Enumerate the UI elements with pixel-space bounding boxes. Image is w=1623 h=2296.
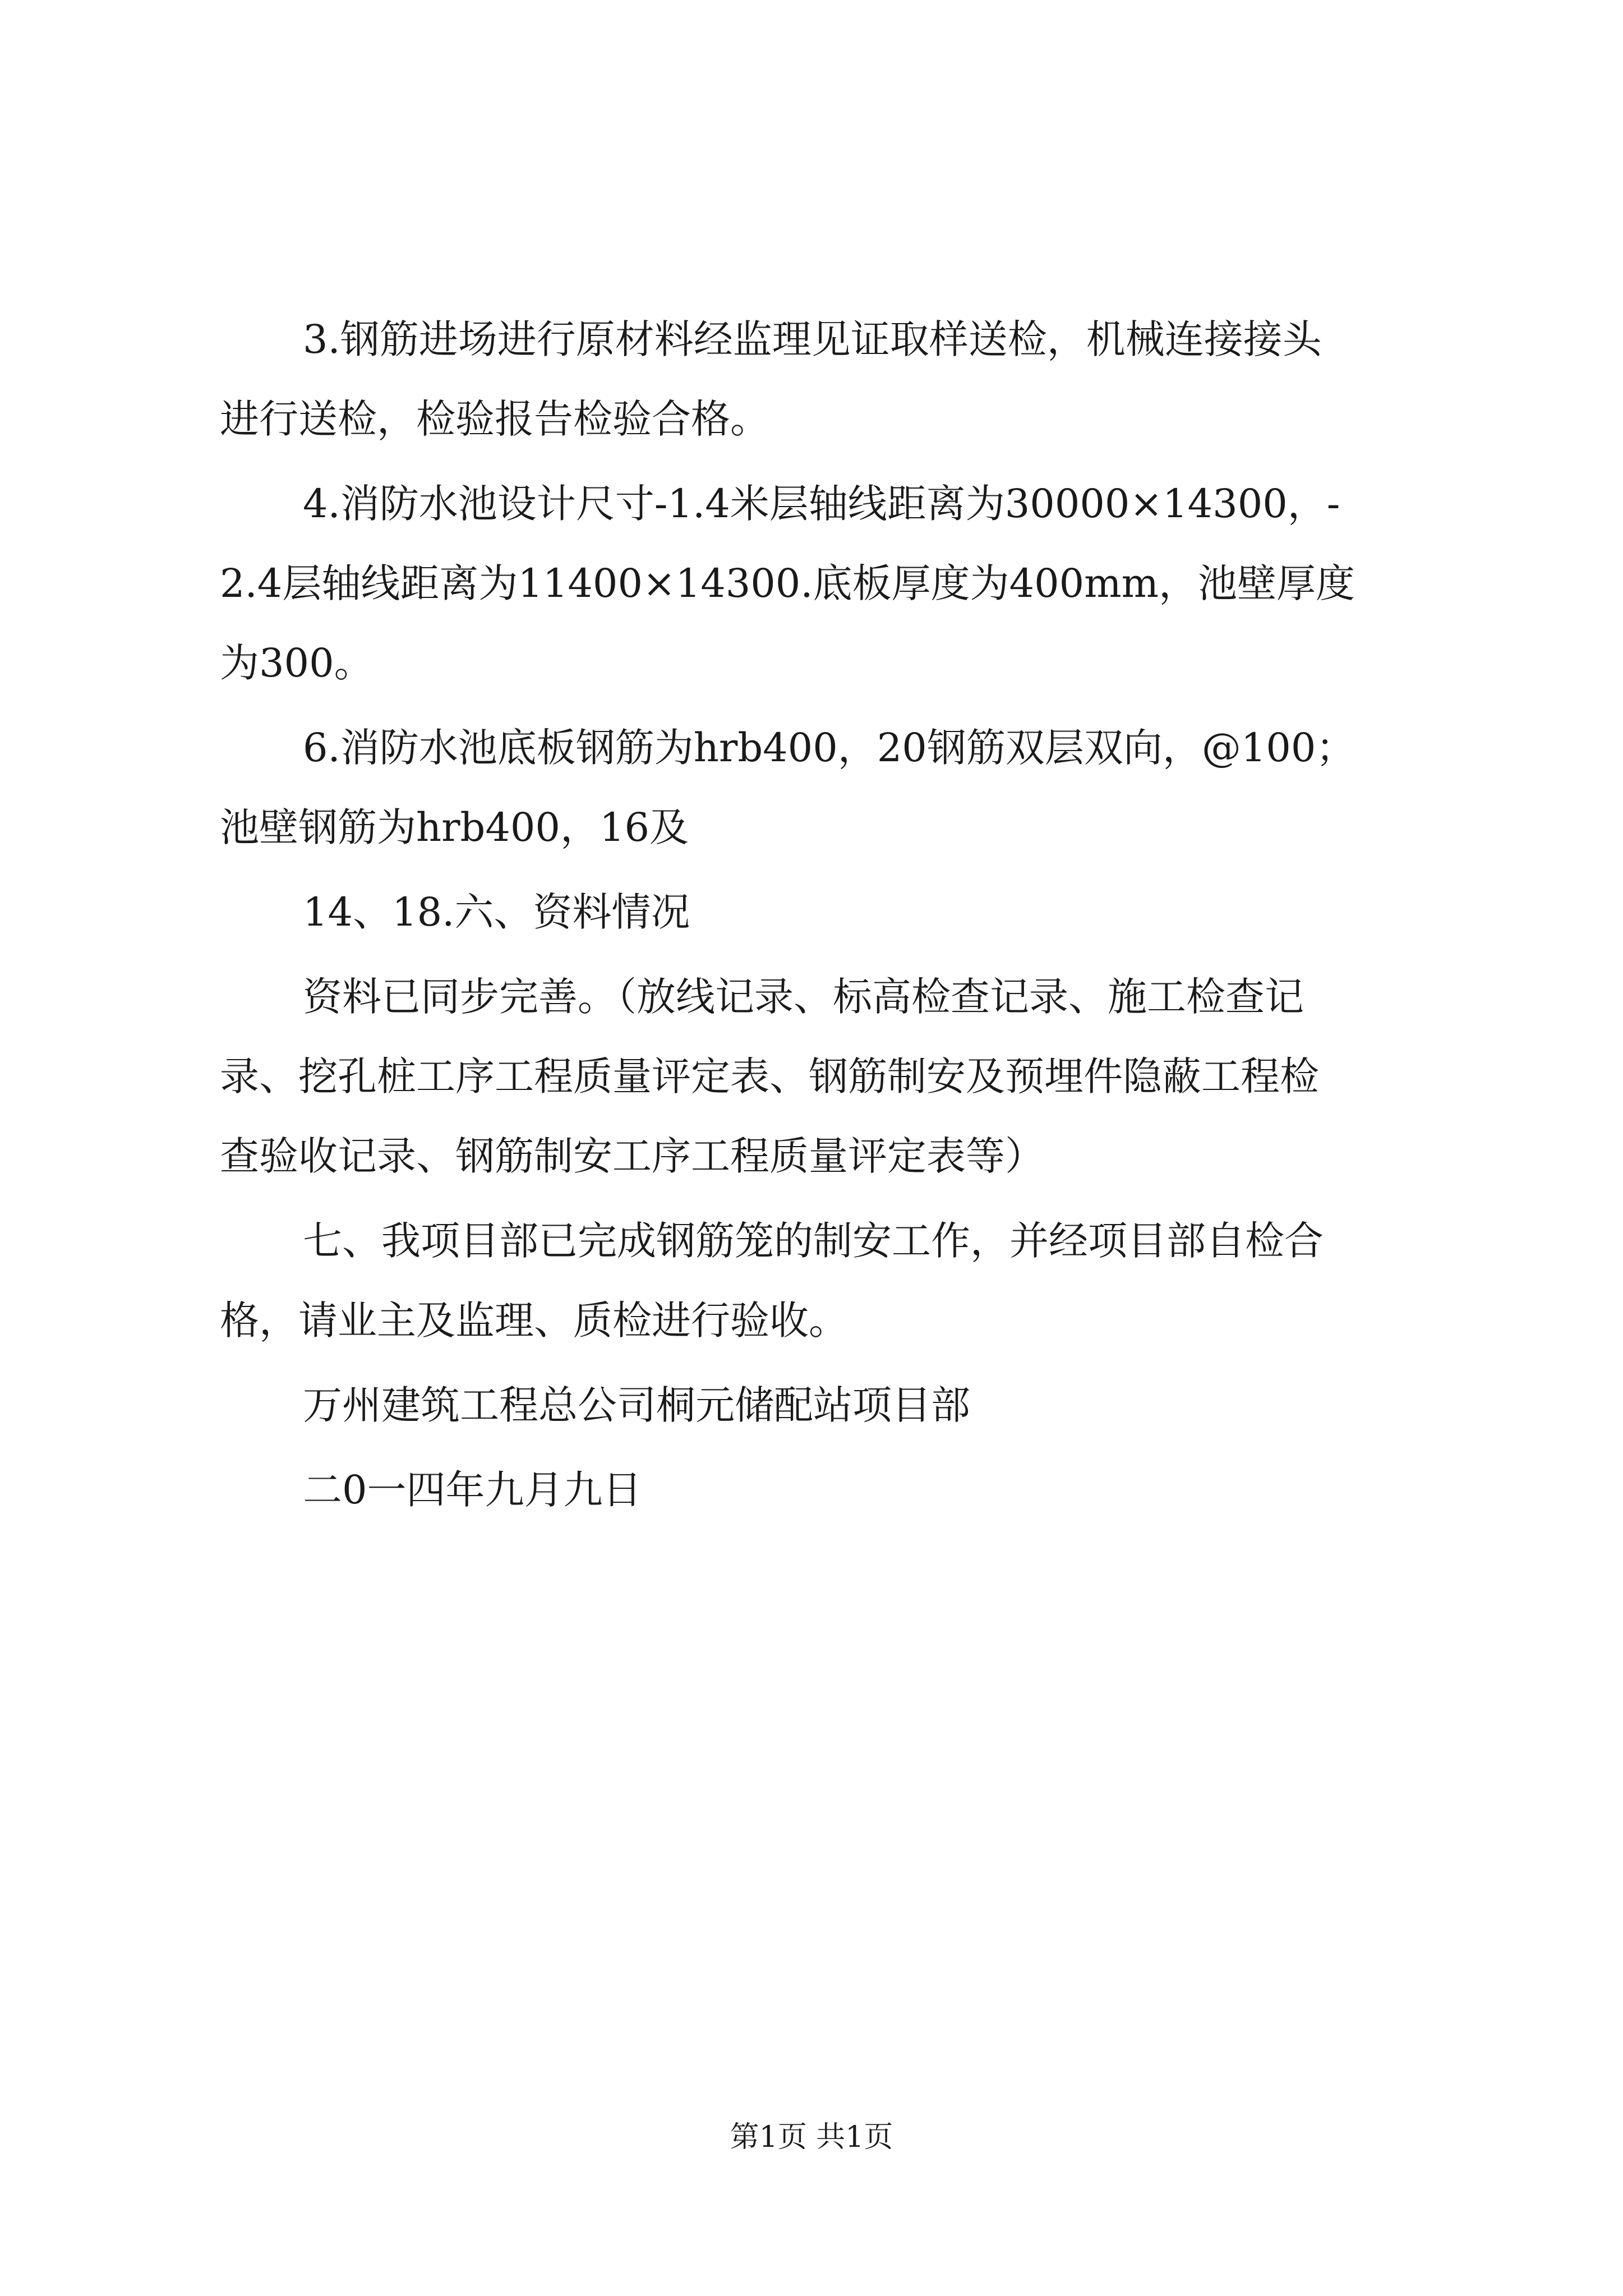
paragraph-line-6: 6.消防水池底板钢筋为hrb400，20钢筋双层双向，@100； <box>303 725 1355 771</box>
paragraph-line-9: 资料已同步完善。（放线记录、标高检查记录、施工检查记 <box>303 974 1304 1020</box>
paragraph-line-13: 格，请业主及监理、质检进行验收。 <box>220 1297 848 1343</box>
paragraph-line-10: 录、挖孔桩工序工程质量评定表、钢筋制安及预埋件隐蔽工程检 <box>220 1053 1319 1099</box>
paragraph-line-8: 14、18.六、资料情况 <box>303 889 690 935</box>
paragraph-line-5: 为300。 <box>220 640 374 686</box>
signature-date: 二0一四年九月九日 <box>303 1467 642 1513</box>
page-number-footer: 第1页 共1页 <box>730 2120 893 2154</box>
paragraph-line-7: 池壁钢筋为hrb400，16及 <box>220 804 689 850</box>
paragraph-line-11: 查验收记录、钢筋制安工序工程质量评定表等） <box>220 1133 1044 1179</box>
paragraph-line-12: 七、我项目部已完成钢筋笼的制安工作，并经项目部自检合 <box>303 1218 1324 1264</box>
signature-company: 万州建筑工程总公司桐元储配站项目部 <box>303 1382 970 1428</box>
paragraph-line-1: 3.钢筋进场进行原材料经监理见证取样送检，机械连接接头 <box>303 316 1322 362</box>
paragraph-line-4: 2.4层轴线距离为11400×14300.底板厚度为400mm，池壁厚度 <box>220 560 1355 606</box>
paragraph-line-2: 进行送检，检验报告检验合格。 <box>220 396 769 442</box>
paragraph-line-3: 4.消防水池设计尺寸-1.4米层轴线距离为30000×14300，- <box>303 481 1340 527</box>
